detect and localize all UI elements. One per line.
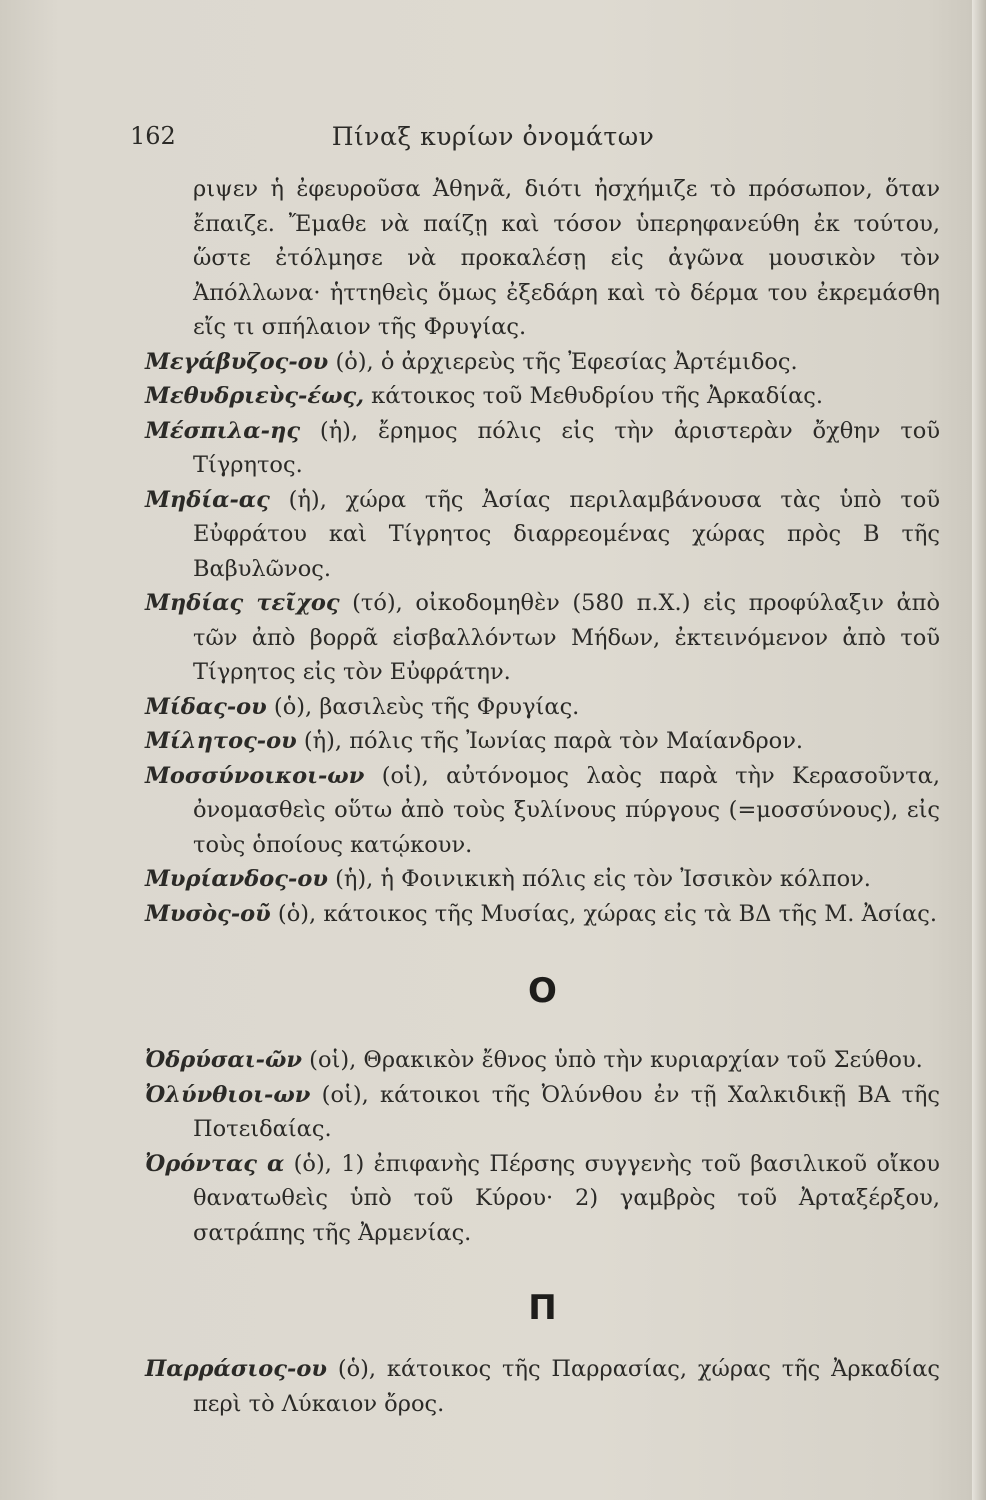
entry-head: Μίδας-ου [145, 693, 267, 720]
entry-text: (ὁ), κάτοικος τῆς Παρρασίας, χώρας τῆς Ἀρκαδίας περὶ τὸ Λύκαιον ὄρος. [193, 1356, 940, 1417]
entry-text: (ἡ), ἔρημος πόλις εἰς τὴν ἀριστερὰν ὄχθην τοῦ Τίγρητος. [193, 417, 940, 478]
entries-m [145, 345, 940, 932]
index-entry [145, 724, 940, 759]
entry-text: (ἡ), χώρα τῆς Ἀσίας περιλαμβάνουσα τὰς ὑπὸ τοῦ Εὐφράτου καὶ Τίγρητος διαρρεομένας χώρας πρὸς Β τῆς Βαβυλῶνος. [193, 486, 940, 582]
index-content [145, 172, 940, 1421]
entry-text: (ὁ), 1) ἐπιφανὴς Πέρσης συγγενὴς τοῦ βασιλικοῦ οἴκου θανατωθεὶς ὑπὸ τοῦ Κύρου· 2) γαμβρὸς τοῦ Ἀρταξέρξου, σατράπης τῆς Ἀρμενίας. [193, 1150, 940, 1246]
entry-head: Μοσσύνοικοι-ων [145, 762, 365, 789]
index-entry [145, 345, 940, 380]
index-entry [145, 483, 940, 587]
entry-text: (ἡ), πόλις τῆς Ἰωνίας παρὰ τὸν Μαίανδρον. [296, 728, 804, 754]
entry-head: Μεγάβυζος-ου [145, 348, 329, 375]
index-entry [145, 1078, 940, 1147]
index-entry [145, 690, 940, 725]
entry-text: (ὁ), βασιλεὺς τῆς Φρυγίας. [266, 693, 580, 720]
entry-text: κάτοικος τοῦ Μεθυδρίου τῆς Ἀρκαδίας. [364, 383, 824, 409]
running-title: Πίναξ κυρίων ὀνομάτων [331, 122, 655, 151]
page-header [0, 118, 986, 158]
page-edge [972, 0, 986, 1500]
index-entry [145, 414, 940, 483]
section-letter-p: Π [528, 1288, 557, 1328]
entry-head: Ὀλύνθιοι-ων [145, 1081, 311, 1108]
entry-text: (ἡ), ἡ Φοινικικὴ πόλις εἰς τὸν Ἰσσικὸν κόλπον. [327, 866, 871, 892]
index-entry [145, 862, 940, 897]
index-entry [145, 1147, 940, 1251]
entry-text: (ὁ), ὁ ἀρχιερεὺς τῆς Ἐφεσίας Ἀρτέμιδος. [328, 348, 798, 375]
entry-head: Μέσπιλα-ης [145, 417, 301, 444]
entry-head: Μυσὸς-οῦ [145, 900, 271, 927]
entry-head: Μυρίανδος-ου [145, 866, 328, 892]
entry-text: (οἱ), αὐτόνομος λαὸς παρὰ τὴν Κερασοῦντα, ὀνομασθεὶς οὕτω ἀπὸ τοὺς ξυλίνους πύργους (=μοσσύνους), εἰς τοὺς ὁποίους κατῴκουν. [193, 762, 940, 858]
index-entry [145, 379, 940, 414]
section-letter-o: Ο [528, 971, 557, 1011]
entry-text: (ὁ), κάτοικος τῆς Μυσίας, χώρας εἰς τὰ ΒΔ τῆς Μ. Ἀσίας. [270, 900, 937, 927]
page-number: 162 [130, 122, 176, 150]
continued-entry: ριψεν ἡ ἐφευροῦσα Ἀθηνᾶ, διότι ἠσχήμιζε τὸ πρόσωπον, ὅταν ἔπαιζε. Ἔμαθε νὰ παίζῃ καὶ τόσον ὑπερηφανεύθη ἐκ τούτου, ὥστε ἐτόλμησε νὰ προκαλέσῃ εἰς ἀγῶνα μουσικὸν τὸν Ἀπόλλωνα· ἡττηθεὶς ὅμως ἐξεδάρη καὶ τὸ δέρμα του ἐκρεμάσθη εἴς τι σπήλαιον τῆς Φρυγίας. [193, 176, 940, 340]
entry-head: Μίλητος-ου [145, 728, 297, 754]
entry-text: (τό), οἰκοδομηθὲν (580 π.Χ.) εἰς προφύλαξιν ἀπὸ τῶν ἀπὸ βορρᾶ εἰσβαλλόντων Μήδων, ἐκτεινόμενον ἀπὸ τοῦ Τίγρητος εἰς τὸν Εὐφράτην. [193, 590, 941, 685]
entries-p [145, 1352, 940, 1421]
entry-head: Ὀρόντας α [145, 1150, 285, 1177]
entries-o [145, 1043, 940, 1250]
entry-head: Παρράσιος-ου [145, 1356, 327, 1382]
entry-head: Μηδία-ας [145, 486, 270, 513]
index-entry [145, 759, 940, 863]
entry-head: Μεθυδριεὺς-έως, [145, 383, 365, 409]
index-entry [145, 1043, 940, 1078]
entry-head: Μηδίας τεῖχος [145, 590, 340, 616]
entry-text: (οἱ), κάτοικοι τῆς Ὀλύνθου ἐν τῇ Χαλκιδικῇ ΒΑ τῆς Ποτειδαίας. [193, 1081, 940, 1142]
entry-text: (οἱ), Θρακικὸν ἔθνος ὑπὸ τὴν κυριαρχίαν τοῦ Σεύθου. [302, 1047, 923, 1073]
index-entry [145, 897, 940, 932]
index-entry [145, 586, 940, 690]
index-entry [145, 1352, 940, 1421]
entry-head: Ὀδρύσαι-ῶν [145, 1047, 303, 1073]
